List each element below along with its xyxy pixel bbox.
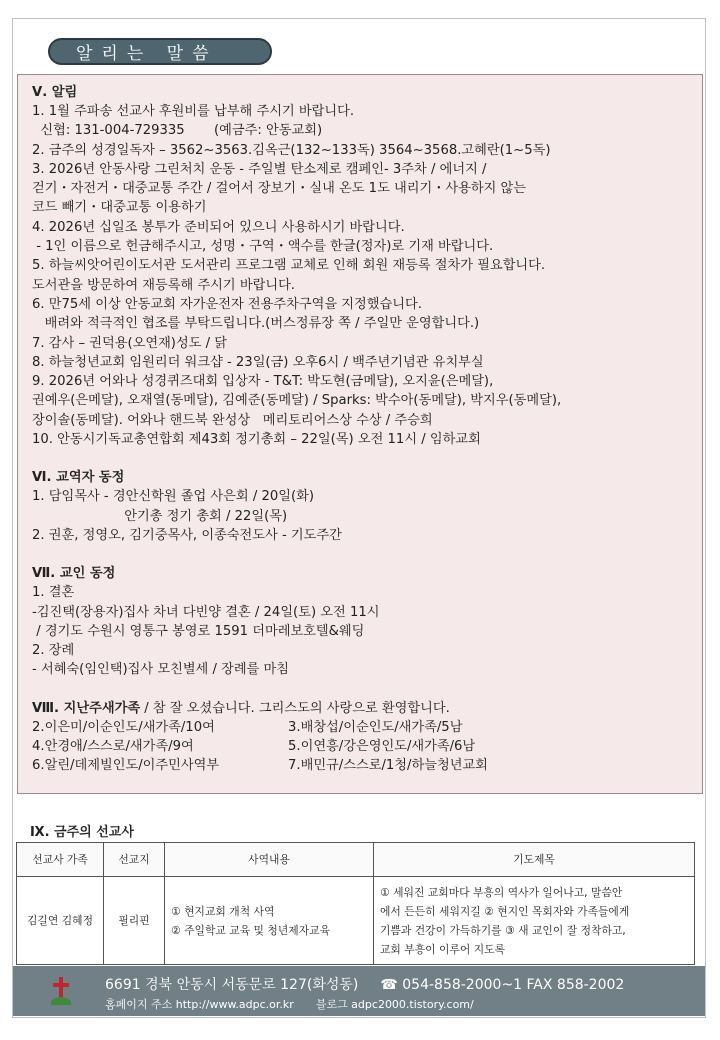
member-line: -김진택(장용자)집사 차녀 다빈양 결혼 / 24일(토) 오전 11시: [32, 604, 380, 620]
member-line: / 경기도 수원시 영통구 봉영로 1591 더마레보호텔&웨딩: [32, 623, 365, 639]
missionary-work: [165, 877, 374, 965]
work-item: ② 주일학교 교육 및 청년제자교육: [171, 923, 330, 937]
section-heading: Ⅴ. 알림: [32, 85, 78, 100]
missionary-prayer: [374, 877, 695, 965]
section-heading: Ⅶ. 교인 동정: [32, 566, 116, 582]
notice-line: 신협: 131-004-729335 (예금주: 안동교회): [32, 123, 323, 139]
new-family-entry: 5.이연흥/강은영인도/새가족/6남: [288, 739, 476, 755]
notice-line: 6. 만75세 이상 안동교회 자가운전자 전용주차구역을 지정했습니다.: [32, 296, 422, 312]
homepage-link[interactable]: 홈페이지 주소 http://www.adpc.or.kr: [105, 998, 294, 1011]
footer-address-line: [105, 974, 624, 994]
member-line: 2. 장례: [32, 643, 75, 659]
footer-web-line: [105, 996, 474, 1012]
new-family-row: [32, 718, 702, 737]
missionary-family: 김길연 김혜정: [17, 877, 104, 965]
notice-line: 권예우(은메달), 오재열(동메달), 김예준(동메달) / Sparks: 박수아(동메달), 박지우(동메달),: [32, 393, 562, 409]
church-cross-logo-icon: [49, 975, 73, 1007]
new-family-entry: 4.안경애/스스로/새가족/9여: [32, 739, 194, 755]
staff-line: 2. 권훈, 정영오, 김기중목사, 이종숙전도사 - 기도주간: [32, 527, 342, 543]
new-family-entry: 6.알린/데제빌인도/이주민사역부: [32, 758, 220, 774]
notice-line: 9. 2026년 어와나 성경퀴즈대회 입상자 - T&T: 박도현(금메달), 오지윤(은메달),: [32, 374, 494, 390]
col-work: 사역내용: [165, 843, 374, 877]
member-line: 1. 결혼: [32, 585, 75, 601]
notice-line: 10. 안동시기독교총연합회 제43회 정기총회 – 22일(목) 오전 11시 / 임하교회: [32, 432, 481, 448]
notice-line: 걷기・자전거・대중교통 주간 / 걸어서 장보기・실내 온도 1도 내리기・사용하지 않는: [32, 181, 527, 197]
staff-line: 1. 담임목사 - 경안신학원 졸업 사은회 / 20일(화): [32, 489, 315, 505]
notice-line: 배려와 적극적인 협조를 부탁드립니다.(버스정류장 쪽 / 주일만 운영합니다.): [32, 316, 480, 332]
notice-line: 코드 빼기・대중교통 이용하기: [32, 200, 207, 216]
section-new-family: [32, 699, 702, 776]
new-family-row: [32, 756, 702, 775]
missionary-heading: Ⅸ. 금주의 선교사: [30, 825, 134, 840]
table-header-row: [17, 843, 695, 877]
member-line: - 서혜숙(임인택)집사 모친별세 / 장례를 마침: [32, 662, 290, 678]
notice-line: - 1인 이름으로 헌금해주시고, 성명・구역・액수를 한글(정자)로 기재 바랍니다.: [32, 239, 494, 255]
notice-line: 3. 2026년 안동사랑 그린처치 운동 - 주일별 탄소제로 캠페인- 3주차 / 에너지 /: [32, 161, 487, 177]
notice-line: 2. 금주의 성경일독자 – 3562~3563.김옥근(132~133독) 3564~3568.고혜란(1~5독): [32, 142, 551, 158]
notice-line: 4. 2026년 십일조 봉투가 준비되어 있으니 사용하시기 바랍니다.: [32, 219, 405, 235]
section-heading: [32, 699, 702, 718]
prayer-line: ① 세워진 교회마다 부흥의 역사가 일어나고, 말씀안: [380, 885, 623, 899]
notice-box: [17, 74, 703, 794]
notice-line: 8. 하늘청년교회 임원리더 워크샵 - 23일(금) 오후6시 / 백주년기념관 유치부실: [32, 354, 484, 370]
page-title: 알리는 말씀: [48, 38, 272, 65]
staff-line: 안기총 정기 총회 / 22일(목): [32, 508, 288, 524]
notice-line: 1. 1월 주파송 선교사 후원비를 납부해 주시기 바랍니다.: [32, 104, 355, 119]
col-family: 선교사 가족: [17, 843, 104, 877]
footer-phone: ☎ 054-858-2000~1 FAX 858-2002: [380, 977, 625, 993]
col-prayer: 기도제목: [374, 843, 695, 877]
footer: [13, 966, 705, 1016]
notice-line: 7. 감사 – 권덕용(오연재)성도 / 닭: [32, 335, 227, 351]
blog-link[interactable]: 블로그 adpc2000.tistory.com/: [315, 998, 474, 1011]
missionary-country: 필리핀: [104, 877, 165, 965]
new-family-row: [32, 737, 702, 756]
new-family-entry: 2.이은미/이순인도/새가족/10여: [32, 719, 215, 735]
section-staff: [32, 468, 702, 545]
missionary-table: [16, 842, 695, 965]
work-item: ① 현지교회 개척 사역: [171, 904, 275, 918]
table-row: [17, 877, 695, 965]
new-family-entry: 3.배창섭/이순인도/새가족/5남: [288, 719, 463, 735]
footer-address: 6691 경북 안동시 서동문로 127(화성동): [105, 977, 359, 993]
prayer-line: 에서 든든히 세워지길 ② 현지인 목회자와 가족들에게: [380, 904, 630, 918]
notice-line: 5. 하늘씨앗어린이도서관 도서관리 프로그램 교체로 인해 회원 재등록 절차가 필요합니다.: [32, 258, 546, 274]
new-family-entry: 7.배민규/스스로/1청/하늘청년교회: [288, 758, 488, 774]
new-family-heading: Ⅷ. 지난주새가족: [32, 700, 141, 716]
notice-line: 도서관을 방문하여 재등록해 주시기 바랍니다.: [32, 277, 296, 293]
col-country: 선교지: [104, 843, 165, 877]
section-notices: [32, 83, 702, 449]
prayer-line: 교회 부흥이 이루어 지도록: [380, 942, 506, 956]
notice-line: 장이솔(동메달). 어와나 핸드북 완성상 메리토리어스상 수상 / 주승희: [32, 412, 433, 428]
section-members: [32, 564, 702, 679]
section-heading: Ⅵ. 교역자 동정: [32, 470, 125, 486]
prayer-line: 기쁨과 건강이 가득하기를 ③ 새 교인이 잘 정착하고,: [380, 923, 626, 937]
new-family-welcome: / 참 잘 오셨습니다. 그리스도의 사랑으로 환영합니다.: [140, 700, 450, 716]
